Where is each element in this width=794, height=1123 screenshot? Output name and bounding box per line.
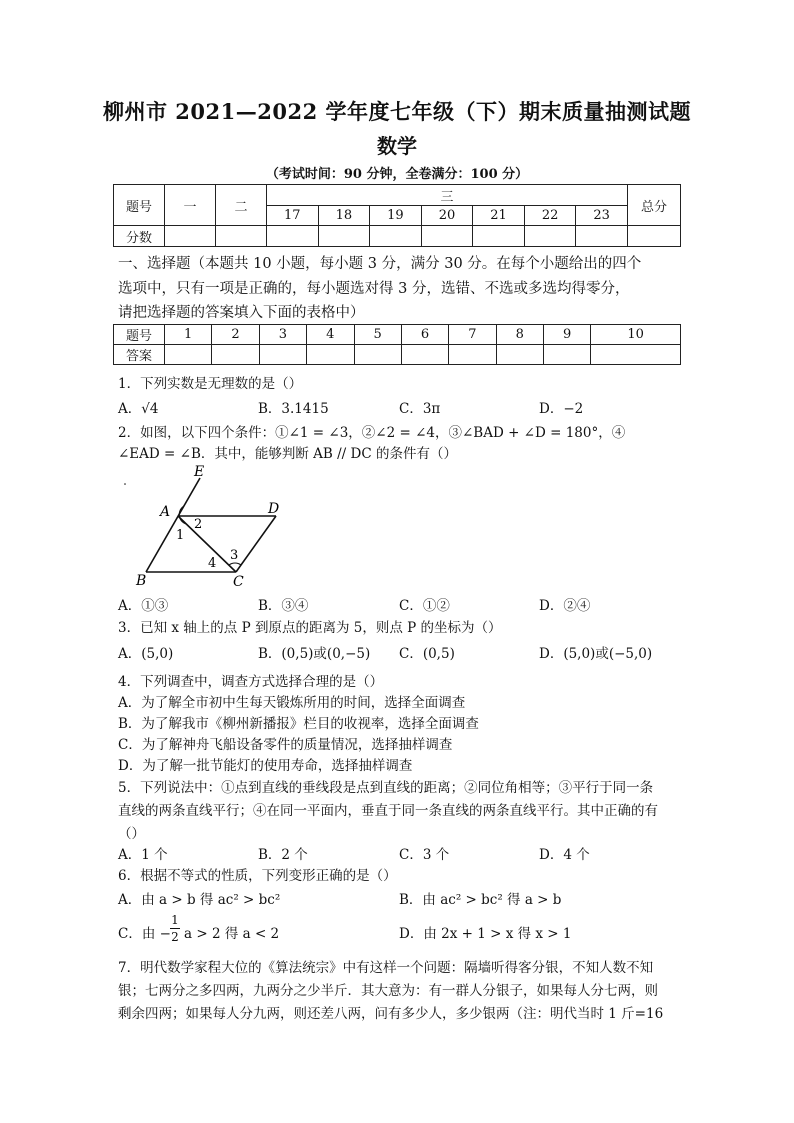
q5-option-a: A．1 个 — [118, 847, 168, 863]
figure-label-b: B — [136, 573, 147, 589]
score-table — [113, 184, 681, 247]
q4-option-a: A．为了解全市初中生每天锻炼所用的时间，选择全面调查 — [118, 695, 466, 711]
parallelogram-figure — [118, 462, 298, 590]
q5-stem-line2: 直线的两条直线平行；④在同一平面内，垂直于同一条直线的两条直线平行。其中正确的有 — [118, 803, 658, 819]
exam-title: 柳州市 2021—2022 学年度七年级（下）期末质量抽测试题 — [102, 99, 691, 124]
score-col-two: 二 — [216, 185, 267, 226]
answer-col: 6 — [401, 325, 448, 345]
q6-option-a: A．由 a > b 得 ac² > bc² — [118, 892, 281, 908]
subject-title: 数学 — [377, 134, 417, 158]
score-sub-col: 18 — [318, 206, 370, 226]
q7-line1: 7．明代数学家程大位的《算法统宗》中有这样一个问题：隔墙听得客分银，不知人数不知 — [118, 960, 654, 976]
answer-cell[interactable] — [449, 345, 496, 365]
answer-table-answer-label: 答案 — [114, 345, 165, 365]
q6-option-b: B．由 ac² > bc² 得 a > b — [399, 892, 562, 908]
answer-cell[interactable] — [354, 345, 401, 365]
score-cell[interactable] — [216, 226, 267, 247]
q3-stem: 3．已知 x 轴上的点 P 到原点的距离为 5，则点 P 的坐标为（） — [118, 620, 502, 636]
score-cell[interactable] — [370, 226, 422, 247]
score-cell[interactable] — [318, 226, 370, 247]
q5-option-d: D．4 个 — [539, 847, 590, 863]
score-cell[interactable] — [576, 226, 628, 247]
answer-cell[interactable] — [544, 345, 591, 365]
q2-option-c: C．①② — [399, 598, 450, 614]
answer-col: 8 — [496, 325, 543, 345]
q6-option-c-suffix: a > 2 得 a < 2 — [184, 926, 280, 942]
score-sub-col: 23 — [576, 206, 628, 226]
q5-stem-line3: （） — [118, 826, 145, 842]
answer-col: 2 — [212, 325, 259, 345]
q6-option-c-prefix: C．由 − — [118, 926, 171, 942]
score-col-three: 三 — [267, 185, 628, 206]
q6-stem: 6．根据不等式的性质，下列变形正确的是（） — [118, 868, 397, 884]
section1-heading-line2: 选项中，只有一项是正确的，每小题选对得 3 分，选错、不选或多选均得零分， — [118, 281, 630, 297]
q1-option-b: B．3.1415 — [258, 401, 329, 417]
figure-label-angle3: 3 — [230, 548, 239, 563]
q3-option-b: B．(0,5)或(0,−5) — [258, 646, 371, 662]
score-sub-col: 21 — [473, 206, 525, 226]
figure-label-c: C — [233, 574, 244, 590]
score-sub-col: 20 — [421, 206, 473, 226]
q5-stem-line1: 5．下列说法中：①点到直线的垂线段是点到直线的距离；②同位角相等；③平行于同一条 — [118, 780, 654, 796]
section1-heading-line1: 一、选择题（本题共 10 小题，每小题 3 分，满分 30 分。在每个小题给出的四个 — [118, 256, 642, 272]
answer-cell[interactable] — [591, 345, 681, 365]
q6-option-c-numerator: 1 — [171, 913, 179, 927]
q2-option-a: A．①③ — [118, 598, 169, 614]
figure-label-d: D — [268, 501, 280, 517]
q1-stem: 1．下列实数是无理数的是（） — [118, 376, 303, 392]
answer-col: 1 — [165, 325, 212, 345]
score-table-score-label: 分数 — [114, 226, 165, 247]
answer-table — [113, 324, 681, 365]
score-sub-col: 22 — [524, 206, 576, 226]
q3-option-d: D．(5,0)或(−5,0) — [539, 646, 653, 662]
answer-cell[interactable] — [259, 345, 306, 365]
figure-line-be — [146, 478, 203, 572]
q4-option-b: B．为了解我市《柳州新播报》栏目的收视率，选择全面调查 — [118, 716, 479, 732]
q6-option-d: D．由 2x + 1 > x 得 x > 1 — [399, 926, 572, 942]
q7-line3: 剩余四两；如果每人分九两，则还差八两，问有多少人，多少银两（注：明代当时 1 斤=16 — [118, 1006, 664, 1022]
answer-col: 3 — [259, 325, 306, 345]
q5-option-c: C．3 个 — [399, 847, 450, 863]
exam-info: （考试时间：90 分钟，全卷满分：100 分） — [265, 167, 529, 182]
figure-label-angle2: 2 — [194, 517, 203, 532]
q2-stem-line1: 2．如图，以下四个条件：①∠1 = ∠3，②∠2 = ∠4，③∠BAD + ∠D = 180°，④ — [118, 425, 626, 441]
answer-cell[interactable] — [212, 345, 259, 365]
q2-stem-line2: ∠EAD = ∠B．其中，能够判断 AB // DC 的条件有（） — [118, 446, 457, 462]
score-cell[interactable] — [524, 226, 576, 247]
answer-col: 10 — [591, 325, 681, 345]
answer-cell[interactable] — [165, 345, 212, 365]
answer-col: 7 — [449, 325, 496, 345]
q1-option-a: A．√4 — [118, 401, 159, 417]
score-cell[interactable] — [267, 226, 319, 247]
answer-table-question-label: 题号 — [114, 325, 165, 345]
stray-dot — [124, 483, 126, 485]
q7-line2: 银；七两分之多四两，九两分之少半斤．其大意为：有一群人分银子，如果每人分七两，则 — [118, 983, 658, 999]
score-cell[interactable] — [473, 226, 525, 247]
score-col-one: 一 — [165, 185, 216, 226]
angle-arc-c — [229, 563, 241, 565]
figure-label-a: A — [160, 504, 171, 520]
figure-line-ac — [178, 516, 239, 572]
figure-label-angle1: 1 — [176, 528, 185, 543]
score-table-question-label: 题号 — [114, 185, 165, 226]
q1-option-d: D．−2 — [539, 401, 584, 417]
q4-option-d: D．为了解一批节能灯的使用寿命，选择抽样调查 — [118, 758, 413, 774]
answer-cell[interactable] — [496, 345, 543, 365]
section1-heading-line3: 请把选择题的答案填入下面的表格中） — [118, 305, 365, 321]
score-sub-col: 17 — [267, 206, 319, 226]
score-cell[interactable] — [165, 226, 216, 247]
q2-option-b: B．③④ — [258, 598, 309, 614]
q3-option-a: A．(5,0) — [118, 646, 174, 662]
score-col-total: 总分 — [628, 185, 681, 226]
q3-option-c: C．(0,5) — [399, 646, 455, 662]
figure-label-e: E — [194, 464, 205, 480]
answer-col: 9 — [544, 325, 591, 345]
q4-stem: 4．下列调查中，调查方式选择合理的是（） — [118, 674, 384, 690]
figure-label-angle4: 4 — [208, 556, 217, 571]
figure-line-dc — [236, 516, 276, 572]
q6-option-c-denominator: 2 — [171, 930, 179, 944]
q1-option-c: C．3π — [399, 401, 441, 417]
answer-cell[interactable] — [307, 345, 354, 365]
answer-col: 4 — [307, 325, 354, 345]
score-cell[interactable] — [421, 226, 473, 247]
q2-option-d: D．②④ — [539, 598, 591, 614]
answer-cell[interactable] — [401, 345, 448, 365]
score-cell[interactable] — [628, 226, 681, 247]
q5-option-b: B．2 个 — [258, 847, 308, 863]
q4-option-c: C．为了解神舟飞船设备零件的质量情况，选择抽样调查 — [118, 737, 453, 753]
score-sub-col: 19 — [370, 206, 422, 226]
answer-col: 5 — [354, 325, 401, 345]
